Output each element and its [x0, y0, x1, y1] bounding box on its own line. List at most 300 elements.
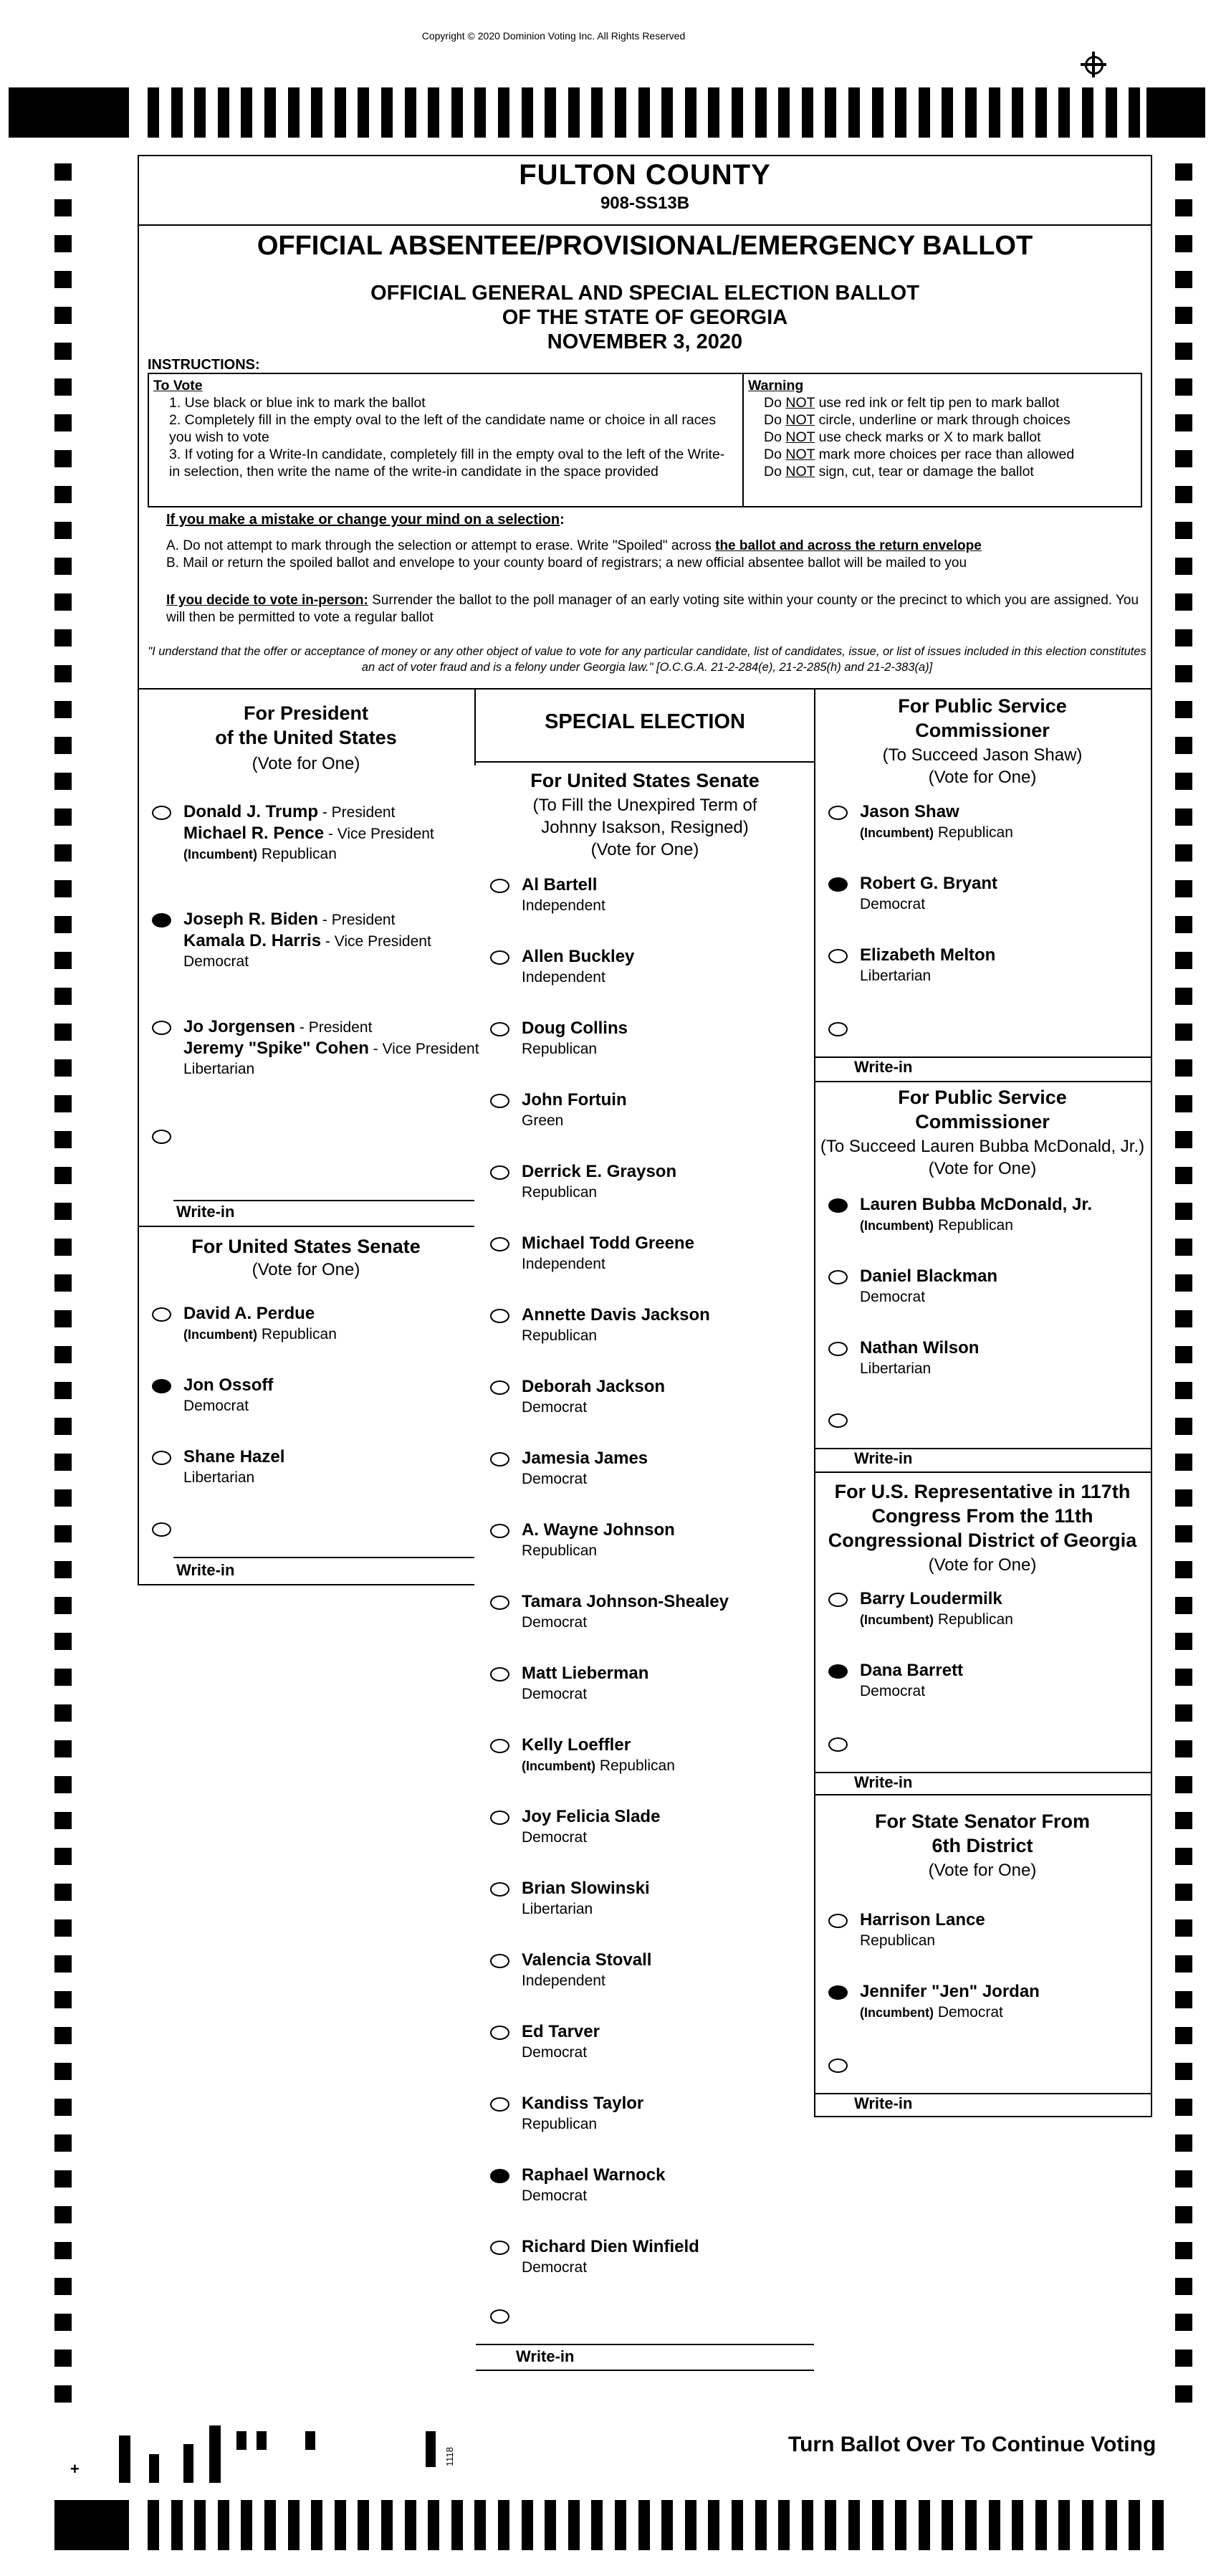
candidate-oval[interactable]	[490, 2097, 509, 2112]
timing-tick	[708, 87, 719, 138]
side-timing-mark	[54, 378, 72, 396]
candidate-party: Independent	[522, 897, 605, 914]
race-title-psc: For Public Service	[898, 1087, 1067, 1108]
side-timing-mark	[54, 1239, 72, 1256]
side-timing-mark	[1175, 1489, 1192, 1507]
timing-tick	[755, 87, 767, 138]
candidate-name: Joy Felicia Slade	[522, 1807, 661, 1826]
side-timing-mark	[1175, 1024, 1192, 1041]
candidate-oval[interactable]	[152, 1451, 171, 1465]
timing-tick	[1106, 87, 1117, 138]
timing-tick	[848, 87, 860, 138]
candidate-name: Annette Davis Jackson	[522, 1305, 710, 1325]
to-vote-heading: To Vote	[153, 378, 203, 393]
candidate-name: Jo Jorgensen - President	[183, 1017, 373, 1036]
candidate-oval[interactable]	[490, 1380, 509, 1395]
side-timing-mark	[54, 1561, 72, 1578]
side-timing-mark	[1175, 1203, 1192, 1220]
candidate-party: Republican	[860, 1932, 936, 1949]
candidate-oval[interactable]	[828, 806, 848, 820]
timing-tick	[732, 2500, 743, 2550]
candidate-name: Joseph R. Biden - President	[183, 910, 396, 929]
candidate-party: Republican	[522, 1542, 598, 1559]
side-timing-mark	[54, 1955, 72, 1972]
vote-for-one: (Vote for One)	[928, 768, 1037, 787]
candidate-party: Independent	[522, 969, 605, 986]
candidate-oval[interactable]	[490, 2241, 509, 2255]
side-timing-mark	[54, 450, 72, 467]
vote-for-one: (Vote for One)	[590, 840, 699, 859]
side-timing-mark	[54, 916, 72, 933]
in-person-instructions: If you decide to vote in-person: Surrender the ballot to the poll manager of an early voting site within your county or the precinct to which you are assigned. You will then be permitted to vote a regular ballot	[166, 593, 1139, 625]
side-timing-mark	[1175, 2063, 1192, 2080]
timing-tick	[685, 87, 696, 138]
candidate-party: Democrat	[522, 1399, 588, 1416]
side-timing-mark	[1175, 593, 1192, 611]
candidate-name: Lauren Bubba McDonald, Jr.	[860, 1195, 1093, 1214]
side-timing-mark	[54, 1884, 72, 1901]
side-timing-mark	[54, 701, 72, 718]
timing-tick	[825, 2500, 836, 2550]
timing-tick	[381, 2500, 393, 2550]
timing-tick	[1035, 87, 1047, 138]
copyright-notice: Copyright © 2020 Dominion Voting Inc. All Rights Reserved	[421, 30, 686, 42]
candidate-oval[interactable]	[490, 1667, 509, 1681]
side-timing-mark	[54, 1489, 72, 1507]
side-timing-mark	[1175, 343, 1192, 360]
side-timing-mark	[54, 343, 72, 360]
side-timing-mark	[1175, 271, 1192, 288]
timing-tick	[989, 87, 1000, 138]
to-vote-section	[153, 377, 734, 480]
warning-item: Do NOT use check marks or X to mark ballot	[764, 429, 1041, 445]
timing-tick	[498, 2500, 509, 2550]
side-timing-mark	[54, 2063, 72, 2080]
side-timing-mark	[1175, 307, 1192, 324]
side-timing-mark	[1175, 2027, 1192, 2044]
write-in-label: Write-in	[176, 1561, 235, 1579]
timing-tick	[335, 87, 346, 138]
candidate-name: Jason Shaw	[860, 802, 959, 821]
side-timing-mark	[54, 2170, 72, 2188]
side-timing-mark	[54, 773, 72, 790]
race-title-us-senate: For United States Senate	[191, 1236, 421, 1257]
side-timing-mark	[54, 844, 72, 862]
candidate-party: Libertarian	[183, 1061, 255, 1077]
candidate-oval[interactable]	[490, 1094, 509, 1108]
candidate-name: Jon Ossoff	[183, 1375, 274, 1395]
side-timing-mark	[54, 1812, 72, 1829]
side-timing-mark	[1175, 1955, 1192, 1972]
timing-tick	[148, 2500, 159, 2550]
write-in-oval[interactable]	[828, 1737, 848, 1752]
candidate-party: (Incumbent) Republican	[183, 1326, 337, 1342]
side-timing-mark	[1175, 1669, 1192, 1686]
timing-tick	[545, 2500, 556, 2550]
to-vote-item: 2. Completely fill in the empty oval to the left of the candidate name or choice in all races you wish to vote	[169, 412, 717, 445]
candidate-oval[interactable]	[490, 1811, 509, 1825]
candidate-name: Derrick E. Grayson	[522, 1162, 677, 1181]
timing-tick	[241, 2500, 252, 2550]
candidate-party: (Incumbent) Republican	[860, 1217, 1013, 1234]
timing-tick	[148, 87, 159, 138]
candidate-name: John Fortuin	[522, 1090, 627, 1110]
side-timing-mark	[1175, 952, 1192, 969]
side-timing-mark	[1175, 701, 1192, 718]
timing-tick	[474, 87, 486, 138]
side-timing-mark	[1175, 378, 1192, 396]
side-timing-mark	[1175, 2350, 1192, 2367]
race-title-psc-2: Commissioner	[915, 1111, 1050, 1132]
candidate-oval[interactable]	[828, 1198, 848, 1213]
candidate-name: David A. Perdue	[183, 1304, 315, 1323]
side-timing-mark	[1175, 665, 1192, 682]
timing-block	[54, 2500, 129, 2550]
timing-tick	[1129, 2500, 1140, 2550]
write-in-label: Write-in	[854, 1058, 913, 1076]
side-timing-mark	[1175, 414, 1192, 431]
timing-tick	[288, 2500, 300, 2550]
candidate-oval[interactable]	[152, 1307, 171, 1322]
timing-tick	[848, 2500, 860, 2550]
timing-tick	[942, 87, 953, 138]
side-timing-mark	[1175, 1095, 1192, 1112]
code-mark	[236, 2431, 246, 2450]
vote-for-one: (Vote for One)	[252, 1260, 360, 1279]
warning-item: Do NOT mark more choices per race than allowed	[764, 447, 1075, 462]
candidate-oval[interactable]	[828, 1985, 848, 2000]
race-subtitle: (To Succeed Jason Shaw)	[882, 745, 1083, 765]
side-timing-mark	[1175, 1167, 1192, 1184]
running-mate-name: Kamala D. Harris - Vice President	[183, 931, 431, 950]
candidate-name: Valencia Stovall	[522, 1950, 652, 1970]
candidate-name: Shane Hazel	[183, 1447, 285, 1466]
timing-tick	[1152, 2500, 1164, 2550]
ballot-subtitle-2: OF THE STATE OF GEORGIA	[502, 306, 788, 329]
side-timing-mark	[54, 1991, 72, 2008]
candidate-party: Democrat	[860, 1289, 926, 1305]
side-timing-mark	[54, 2099, 72, 2116]
serial-number: 1118	[444, 2447, 455, 2466]
timing-tick	[1106, 2500, 1117, 2550]
timing-tick	[335, 2500, 346, 2550]
running-mate-name: Jeremy "Spike" Cohen - Vice President	[183, 1039, 479, 1058]
side-timing-mark	[54, 1346, 72, 1363]
candidate-party: Libertarian	[860, 968, 932, 984]
candidate-oval[interactable]	[152, 913, 171, 927]
side-timing-mark	[54, 1525, 72, 1542]
timing-tick	[428, 2500, 439, 2550]
timing-tick	[1012, 87, 1023, 138]
write-in-oval[interactable]	[152, 1522, 171, 1537]
timing-tick	[522, 2500, 533, 2550]
side-timing-mark	[54, 1597, 72, 1614]
side-timing-mark	[1175, 2170, 1192, 2188]
candidate-oval[interactable]	[490, 879, 509, 893]
candidate-oval[interactable]	[490, 1524, 509, 1538]
candidate-party: Democrat	[522, 1686, 588, 1702]
side-timing-mark	[54, 2027, 72, 2044]
vote-for-one: (Vote for One)	[928, 1159, 1037, 1178]
to-vote-item: 3. If voting for a Write-In candidate, completely fill in the empty oval to the left of the Write-in selection, then write the name of the write-in candidate in the space provided	[169, 447, 725, 480]
plus-mark: +	[70, 2460, 80, 2478]
warning-item: Do NOT sign, cut, tear or damage the ballot	[764, 464, 1034, 480]
mistake-item-a: A. Do not attempt to mark through the selection or attempt to erase. Write "Spoiled" across the ballot and across the return envelope	[166, 538, 982, 553]
timing-tick	[194, 2500, 206, 2550]
mistake-item-b: B. Mail or return the spoiled ballot and envelope to your county board of registrars; a new official absentee ballot will be mailed to you	[166, 555, 967, 571]
timing-tick	[451, 2500, 463, 2550]
candidate-oval[interactable]	[152, 806, 171, 820]
crosshair-registration-icon	[1081, 52, 1106, 77]
candidate-oval[interactable]	[490, 1165, 509, 1180]
timing-tick	[661, 87, 673, 138]
side-timing-mark	[54, 2350, 72, 2367]
candidate-party: Libertarian	[183, 1469, 255, 1486]
candidate-oval[interactable]	[490, 1739, 509, 1753]
side-timing-mark	[54, 2242, 72, 2259]
timing-tick	[778, 2500, 790, 2550]
timing-tick	[1082, 2500, 1093, 2550]
candidate-name: Matt Lieberman	[522, 1664, 649, 1683]
timing-tick	[755, 2500, 767, 2550]
write-in-label: Write-in	[854, 2094, 913, 2112]
side-timing-mark	[54, 665, 72, 682]
side-timing-mark	[54, 2206, 72, 2223]
side-timing-mark	[1175, 1884, 1192, 1901]
side-timing-mark	[1175, 2206, 1192, 2223]
candidate-party: (Incumbent) Democrat	[860, 2004, 1003, 2021]
candidate-party: Democrat	[522, 2044, 588, 2061]
race-subtitle: Johnny Isakson, Resigned)	[541, 818, 749, 837]
code-mark	[149, 2454, 159, 2483]
candidate-oval[interactable]	[490, 2169, 509, 2183]
side-timing-mark	[54, 1776, 72, 1793]
timing-tick	[872, 87, 884, 138]
race-title-us-rep: For U.S. Representative in 117th	[834, 1481, 1131, 1502]
timing-tick	[965, 2500, 977, 2550]
candidate-oval[interactable]	[490, 1954, 509, 1968]
side-timing-mark	[1175, 1346, 1192, 1363]
side-timing-mark	[1175, 808, 1192, 826]
side-timing-mark	[1175, 2242, 1192, 2259]
side-timing-mark	[1175, 1239, 1192, 1256]
race-title-psc: For Public Service	[898, 695, 1067, 717]
side-timing-mark	[54, 1740, 72, 1757]
timing-tick	[638, 87, 650, 138]
candidate-oval[interactable]	[490, 1237, 509, 1251]
candidate-party: Democrat	[522, 1614, 588, 1631]
candidate-party: Libertarian	[522, 1901, 593, 1917]
candidate-oval[interactable]	[490, 2026, 509, 2040]
candidate-party: Independent	[522, 1256, 605, 1272]
candidate-oval[interactable]	[152, 1379, 171, 1393]
side-timing-mark	[54, 737, 72, 754]
warning-item: Do NOT circle, underline or mark through choices	[764, 412, 1071, 428]
running-mate-name: Michael R. Pence - Vice President	[183, 824, 434, 843]
timing-tick	[965, 87, 977, 138]
timing-tick	[895, 2500, 906, 2550]
timing-tick	[218, 87, 229, 138]
candidate-name: Ed Tarver	[522, 2022, 600, 2041]
side-timing-mark	[1175, 737, 1192, 754]
candidate-party: Green	[522, 1112, 564, 1129]
candidate-oval[interactable]	[828, 1342, 848, 1356]
side-timing-mark	[1175, 2134, 1192, 2152]
timing-tick	[288, 87, 300, 138]
side-timing-mark	[1175, 1561, 1192, 1578]
candidate-name: Allen Buckley	[522, 947, 635, 966]
side-timing-mark	[1175, 1310, 1192, 1327]
legal-notice: "I understand that the offer or acceptance of money or any other object of value to vote for any particular candidate, list of candidates, issue, or list of issues included in this election constitutes an act of voter fraud and is a felony under Georgia law." [O.C.G.A. 21-2-284(e), 21-2-285(h) and 21-2-383(a)]	[148, 645, 1146, 674]
side-timing-mark	[54, 199, 72, 216]
side-timing-mark	[1175, 486, 1192, 503]
timing-tick	[615, 2500, 626, 2550]
timing-tick	[474, 2500, 486, 2550]
candidate-name: Jennifer "Jen" Jordan	[860, 1982, 1040, 2001]
candidate-oval[interactable]	[828, 877, 848, 892]
instructions-heading: INSTRUCTIONS:	[148, 357, 260, 373]
code-mark	[183, 2444, 193, 2483]
side-timing-mark	[54, 2278, 72, 2295]
candidate-name: Barry Loudermilk	[860, 1589, 1002, 1608]
write-in-oval[interactable]	[828, 1413, 848, 1428]
side-timing-mark	[54, 952, 72, 969]
candidate-name: Al Bartell	[522, 875, 598, 895]
candidate-party: Democrat	[860, 1683, 926, 1699]
side-timing-mark	[54, 1310, 72, 1327]
side-timing-mark	[54, 880, 72, 897]
race-title-president: For President	[243, 702, 369, 724]
candidate-party: Democrat	[860, 896, 926, 912]
timing-tick	[1035, 2500, 1047, 2550]
timing-tick	[661, 2500, 673, 2550]
race-subtitle: (To Fill the Unexpired Term of	[532, 796, 757, 815]
timing-tick	[428, 87, 439, 138]
to-vote-item: 1. Use black or blue ink to mark the ballot	[169, 395, 426, 411]
write-in-oval[interactable]	[490, 2309, 509, 2324]
timing-tick	[919, 2500, 930, 2550]
candidate-oval[interactable]	[828, 1270, 848, 1284]
timing-tick	[778, 87, 790, 138]
candidate-name: Brian Slowinski	[522, 1879, 650, 1898]
candidate-name: Raphael Warnock	[522, 2165, 666, 2185]
candidate-party: (Incumbent) Republican	[522, 1757, 675, 1774]
candidate-oval[interactable]	[828, 1664, 848, 1679]
side-timing-mark	[1175, 235, 1192, 252]
side-timing-mark	[1175, 2099, 1192, 2116]
timing-tick	[358, 2500, 369, 2550]
side-timing-mark	[1175, 558, 1192, 575]
candidate-oval[interactable]	[490, 1022, 509, 1036]
candidate-party: Republican	[522, 1184, 598, 1201]
candidate-party: Democrat	[522, 2188, 588, 2204]
candidate-name: Doug Collins	[522, 1019, 628, 1038]
side-timing-mark	[54, 486, 72, 503]
timing-tick	[194, 87, 206, 138]
race-title-special-senate: For United States Senate	[530, 770, 760, 791]
candidate-party: (Incumbent) Republican	[860, 1611, 1013, 1628]
code-mark	[257, 2431, 267, 2450]
candidate-party: Republican	[522, 1041, 598, 1057]
write-in-label: Write-in	[176, 1203, 235, 1221]
candidate-oval[interactable]	[828, 949, 848, 963]
candidate-name: Tamara Johnson-Shealey	[522, 1592, 729, 1611]
candidate-oval[interactable]	[828, 1593, 848, 1607]
candidate-oval[interactable]	[490, 1882, 509, 1897]
write-in-oval[interactable]	[828, 1022, 848, 1036]
candidate-oval[interactable]	[490, 1452, 509, 1466]
side-timing-mark	[54, 1418, 72, 1435]
timing-tick	[591, 2500, 603, 2550]
side-timing-mark	[1175, 773, 1192, 790]
vote-for-one: (Vote for One)	[928, 1861, 1037, 1880]
timing-tick	[218, 2500, 229, 2550]
side-timing-mark	[54, 522, 72, 539]
bottom-timing-marks	[0, 2500, 1221, 2550]
write-in-oval[interactable]	[152, 1130, 171, 1144]
timing-tick	[568, 2500, 580, 2550]
timing-tick	[381, 87, 393, 138]
side-timing-mark	[54, 2134, 72, 2152]
side-timing-mark	[54, 1059, 72, 1077]
candidate-oval[interactable]	[490, 950, 509, 965]
candidate-name: Nathan Wilson	[860, 1338, 980, 1358]
timing-tick	[919, 87, 930, 138]
candidate-name: Daniel Blackman	[860, 1266, 998, 1286]
side-timing-mark	[54, 1024, 72, 1041]
race-subtitle: (To Succeed Lauren Bubba McDonald, Jr.)	[820, 1137, 1145, 1156]
candidate-oval[interactable]	[490, 1309, 509, 1323]
candidate-name: Michael Todd Greene	[522, 1234, 694, 1253]
side-timing-mark	[1175, 1454, 1192, 1471]
side-timing-mark	[1175, 916, 1192, 933]
side-timing-mark	[54, 1203, 72, 1220]
candidate-oval[interactable]	[490, 1595, 509, 1610]
race-title-psc-2: Commissioner	[915, 720, 1050, 741]
timing-tick	[942, 2500, 953, 2550]
timing-tick	[405, 2500, 416, 2550]
side-timing-mark	[1175, 1991, 1192, 2008]
ballot-title: OFFICIAL ABSENTEE/PROVISIONAL/EMERGENCY BALLOT	[257, 231, 1033, 261]
candidate-party: (Incumbent) Republican	[860, 824, 1013, 841]
candidate-party: Libertarian	[860, 1360, 932, 1377]
candidate-oval[interactable]	[828, 1914, 848, 1928]
timing-tick	[872, 2500, 884, 2550]
side-timing-mark	[54, 235, 72, 252]
candidate-name: A. Wayne Johnson	[522, 1520, 675, 1540]
candidate-name: Kelly Loeffler	[522, 1735, 631, 1755]
write-in-oval[interactable]	[828, 2059, 848, 2073]
candidate-party: (Incumbent) Republican	[183, 846, 337, 862]
special-election-heading: SPECIAL ELECTION	[545, 710, 745, 733]
timing-tick	[895, 87, 906, 138]
timing-tick	[732, 87, 743, 138]
county-name: FULTON COUNTY	[519, 159, 771, 191]
timing-tick	[358, 87, 369, 138]
side-timing-mark	[1175, 1740, 1192, 1757]
vote-for-one: (Vote for One)	[252, 754, 360, 773]
timing-tick	[311, 87, 322, 138]
write-in-label: Write-in	[516, 2347, 575, 2365]
side-timing-mark	[54, 1919, 72, 1937]
candidate-party: Republican	[522, 2116, 598, 2132]
side-timing-mark	[54, 1131, 72, 1148]
mistake-heading: If you make a mistake or change your mind on a selection:	[166, 512, 565, 528]
candidate-oval[interactable]	[152, 1021, 171, 1035]
candidate-name: Elizabeth Melton	[860, 945, 996, 965]
timing-tick	[989, 2500, 1000, 2550]
timing-tick	[638, 2500, 650, 2550]
